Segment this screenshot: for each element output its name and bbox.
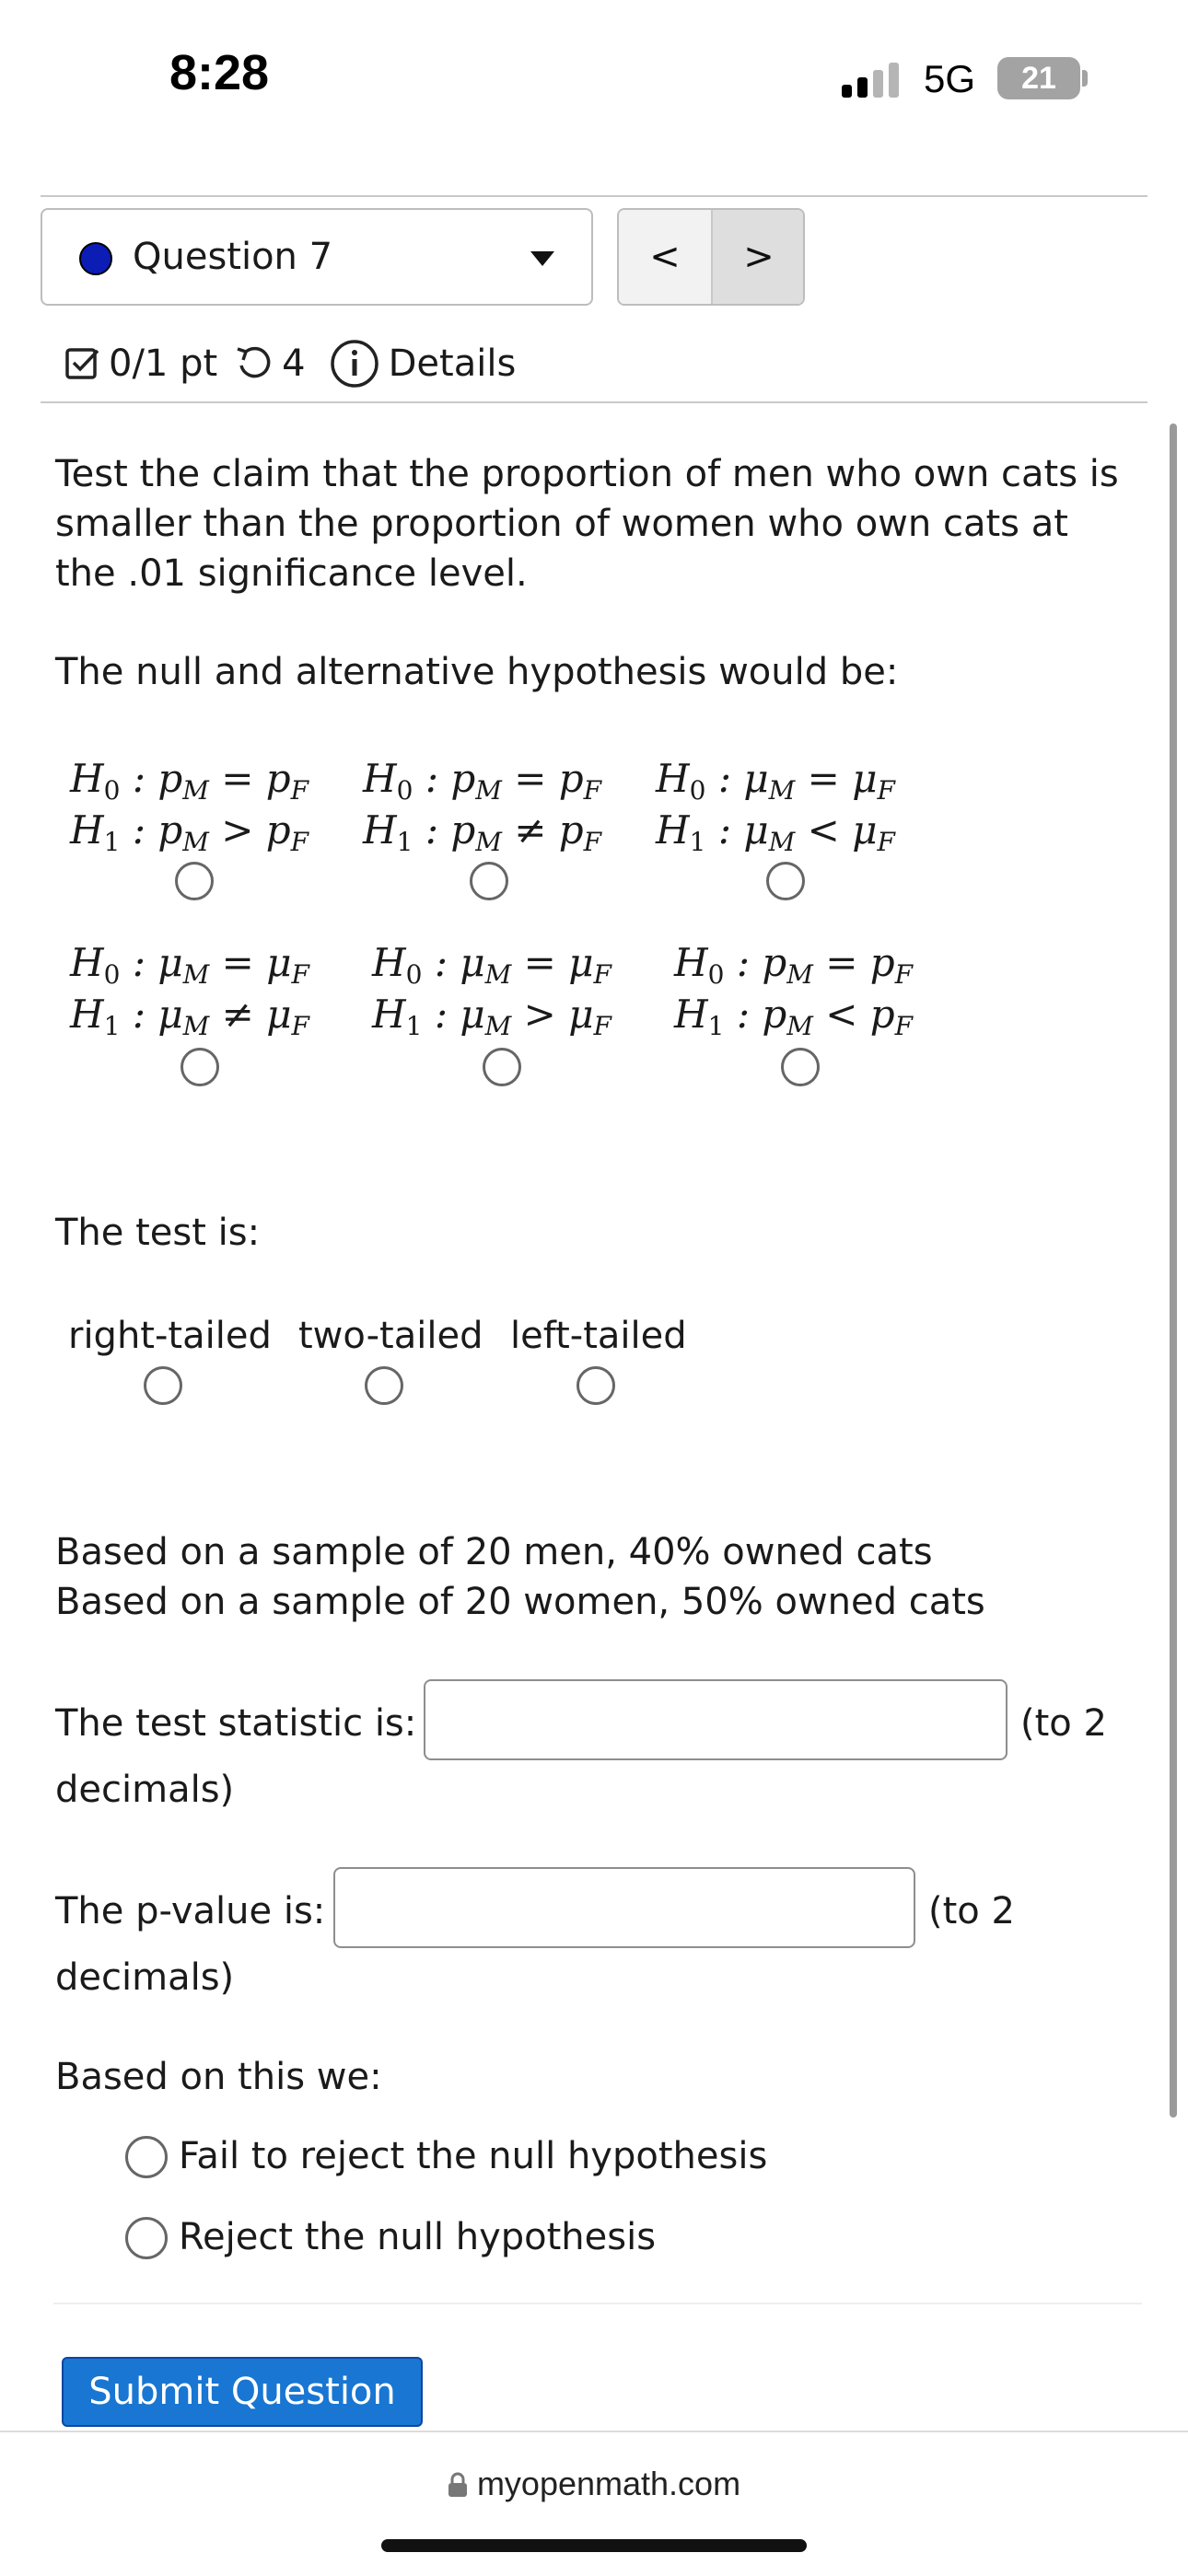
next-question-button[interactable]: > — [713, 210, 805, 304]
hypothesis-radio-6[interactable] — [781, 1048, 820, 1086]
conclusion-radio-fail[interactable] — [125, 2136, 168, 2178]
tail-option-label: two-tailed — [298, 1315, 483, 1357]
divider — [53, 2303, 1142, 2304]
test-prompt: The test is: — [55, 1212, 261, 1254]
url-display[interactable] — [0, 2465, 1188, 2503]
home-indicator — [381, 2539, 807, 2552]
sample-men: Based on a sample of 20 men, 40% owned cats — [55, 1531, 933, 1573]
pvalue-label: The p-value is: — [55, 1890, 326, 1932]
lock-icon — [448, 2472, 468, 2498]
hypothesis-option-2: $H_0$ : $p_M = p_F$ $H_1$ : $p_M \ne p_F$ — [363, 756, 602, 857]
battery-level: 21 — [1021, 61, 1056, 96]
hypothesis-radio-4[interactable] — [181, 1048, 219, 1086]
question-label: Question 7 — [133, 236, 333, 278]
test-stat-suffix: (to 2 — [1020, 1702, 1107, 1745]
hypothesis-option-5: $H_0$ : $\mu_M = \mu_F$ $H_1$ : $\mu_M > \mu_F$ — [372, 940, 611, 1041]
tail-radio-right[interactable] — [144, 1366, 182, 1405]
details-bar — [64, 341, 516, 387]
hypothesis-radio-5[interactable] — [483, 1048, 521, 1086]
info-icon[interactable] — [330, 339, 379, 389]
hypothesis-radio-1[interactable] — [175, 862, 214, 900]
status-time: 8:28 — [169, 45, 270, 100]
browser-url-bar[interactable] — [0, 2431, 1188, 2576]
url-text: myopenmath.com — [476, 2465, 741, 2502]
hypothesis-prompt: The null and alternative hypothesis would be: — [55, 651, 899, 693]
pvalue-suffix-cont: decimals) — [55, 1956, 235, 1999]
attempts-count: 4 — [282, 342, 306, 385]
conclusion-option-label: Reject the null hypothesis — [179, 2216, 657, 2258]
question-nav-group — [617, 208, 805, 306]
conclusion-option-label: Fail to reject the null hypothesis — [179, 2135, 768, 2177]
tail-radio-two[interactable] — [365, 1366, 403, 1405]
signal-icon — [842, 61, 901, 98]
question-select[interactable] — [41, 208, 593, 306]
details-link[interactable]: Details — [388, 342, 517, 385]
hypothesis-option-4: $H_0$ : $\mu_M = \mu_F$ $H_1$ : $\mu_M \ne \mu_F$ — [70, 940, 309, 1041]
sample-women: Based on a sample of 20 women, 50% owned cats — [55, 1581, 985, 1623]
dropdown-caret-icon — [530, 251, 554, 266]
hypothesis-radio-3[interactable] — [766, 862, 805, 900]
hypothesis-option-1: $H_0$ : $p_M = p_F$ $H_1$ : $p_M > p_F$ — [70, 756, 309, 857]
battery-tip — [1082, 70, 1088, 87]
score-text: 0/1 pt — [109, 342, 218, 385]
submit-question-button[interactable]: Submit Question — [62, 2357, 423, 2427]
test-stat-label: The test statistic is: — [55, 1702, 417, 1745]
retry-icon — [234, 343, 274, 384]
question-status-dot — [79, 242, 112, 275]
tail-option-label: right-tailed — [68, 1315, 272, 1357]
hypothesis-option-6: $H_0$ : $p_M = p_F$ $H_1$ : $p_M < p_F$ — [674, 940, 914, 1041]
battery-icon — [997, 57, 1080, 99]
conclusion-radio-reject[interactable] — [125, 2217, 168, 2259]
tail-radio-left[interactable] — [577, 1366, 615, 1405]
prev-question-button[interactable]: < — [619, 210, 713, 304]
test-stat-suffix-cont: decimals) — [55, 1769, 235, 1811]
network-type: 5G — [924, 57, 976, 100]
pvalue-suffix: (to 2 — [928, 1890, 1015, 1932]
hypothesis-option-3: $H_0$ : $\mu_M = \mu_F$ $H_1$ : $\mu_M < \mu_F$ — [656, 756, 895, 857]
tail-option-label: left-tailed — [510, 1315, 687, 1357]
checkbox-icon — [64, 345, 101, 382]
divider — [41, 401, 1147, 403]
conclusion-prompt: Based on this we: — [55, 2056, 382, 2098]
scrollbar[interactable] — [1170, 424, 1177, 2118]
test-stat-input[interactable] — [424, 1679, 1007, 1760]
problem-claim: Test the claim that the proportion of men who own cats is smaller than the proportion of women who own cats at the .01 significance level. — [55, 453, 1119, 595]
divider — [41, 195, 1147, 197]
pvalue-input[interactable] — [333, 1867, 915, 1948]
hypothesis-radio-2[interactable] — [470, 862, 508, 900]
